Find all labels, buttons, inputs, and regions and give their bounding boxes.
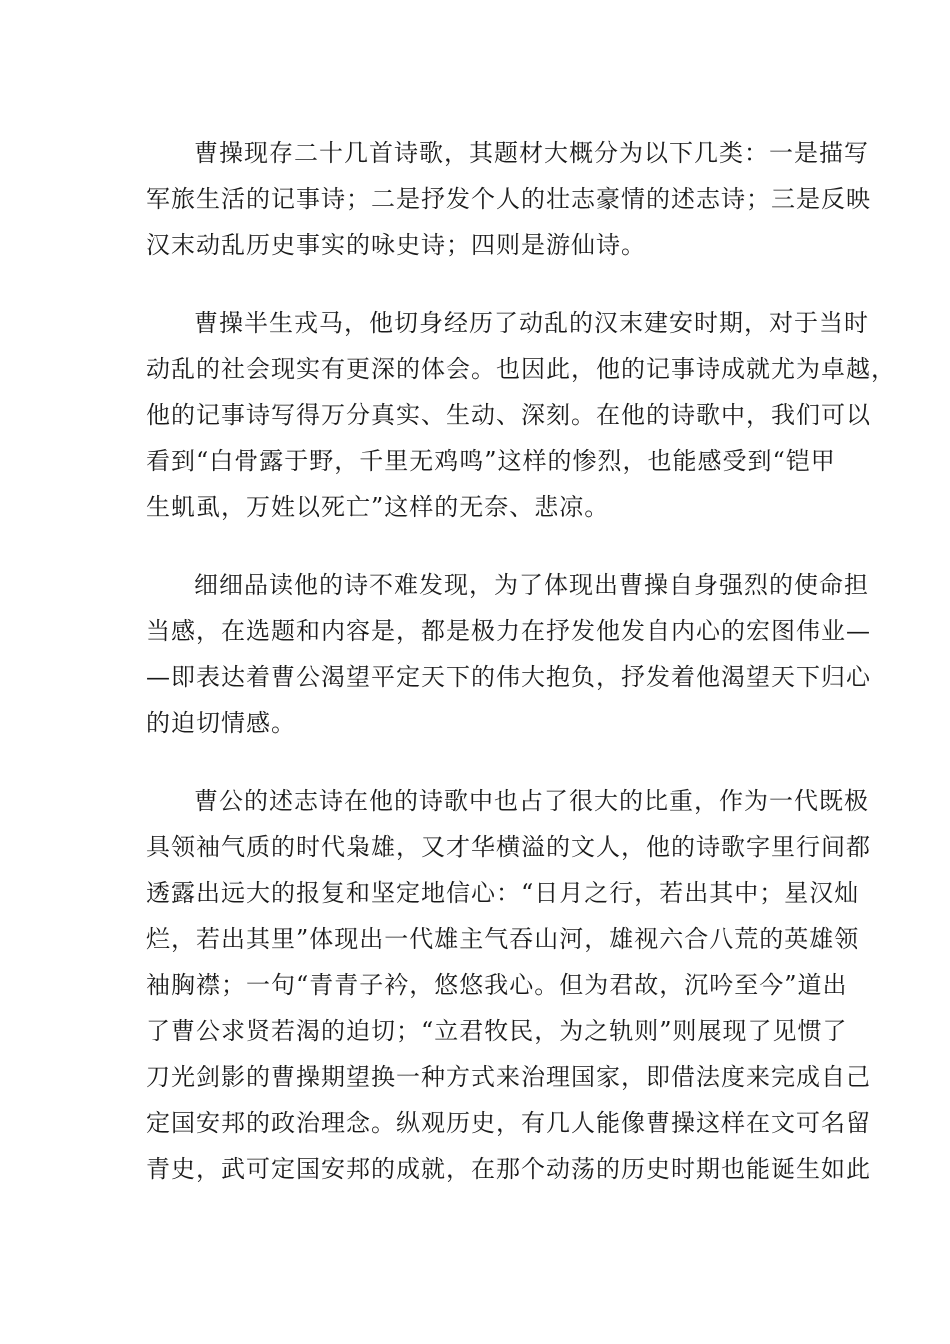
paragraph-line: 当感，在选题和内容是，都是极力在抒发他发自内心的宏图伟业— xyxy=(146,617,871,645)
paragraph-line: 汉末动乱历史事实的咏史诗；四则是游仙诗。 xyxy=(146,231,646,259)
paragraph-1 xyxy=(146,130,871,268)
paragraph-line: 具领袖气质的时代枭雄，又才华横溢的文人，他的诗歌字里行间都 xyxy=(146,833,871,861)
paragraph-line: 曹操半生戎马，他切身经历了动乱的汉末建安时期，对于当时 xyxy=(194,309,869,337)
paragraph-line: 青史，武可定国安邦的成就，在那个动荡的历史时期也能诞生如此 xyxy=(146,1155,871,1183)
paragraph-line: 透露出远大的报复和坚定地信心：“日月之行，若出其中；星汉灿 xyxy=(146,879,860,907)
paragraph-line: 袖胸襟；一句“青青子衿，悠悠我心。但为君故，沉吟至今”道出 xyxy=(146,971,848,999)
paragraph-3 xyxy=(146,562,871,746)
paragraph-line: 看到“白骨露于野，千里无鸡鸣”这样的惨烈，也能感受到“铠甲 xyxy=(146,447,836,475)
paragraph-line: 定国安邦的政治理念。纵观历史，有几人能像曹操这样在文可名留 xyxy=(146,1109,871,1137)
paragraph-line: 军旅生活的记事诗；二是抒发个人的壮志豪情的述志诗；三是反映 xyxy=(146,185,871,213)
paragraph-line: 烂，若出其里”体现出一代雄主气吞山河，雄视六合八荒的英雄领 xyxy=(146,925,860,953)
paragraph-2 xyxy=(146,300,896,530)
paragraph-line: 曹公的述志诗在他的诗歌中也占了很大的比重，作为一代既极 xyxy=(194,787,869,815)
paragraph-line: 细细品读他的诗不难发现，为了体现出曹操自身强烈的使命担 xyxy=(194,571,869,599)
paragraph-line: 他的记事诗写得万分真实、生动、深刻。在他的诗歌中，我们可以 xyxy=(146,401,871,429)
paragraph-line: 刀光剑影的曹操期望换一种方式来治理国家，即借法度来完成自己 xyxy=(146,1063,871,1091)
paragraph-line: 动乱的社会现实有更深的体会。也因此，他的记事诗成就尤为卓越， xyxy=(146,355,896,383)
paragraph-line: 的迫切情感。 xyxy=(146,709,296,737)
paragraph-line: 曹操现存二十几首诗歌，其题材大概分为以下几类：一是描写 xyxy=(194,139,869,167)
paragraph-line: 生虮虱，万姓以死亡”这样的无奈、悲凉。 xyxy=(146,493,610,521)
paragraph-line: —即表达着曹公渴望平定天下的伟大抱负，抒发着他渴望天下归心 xyxy=(146,663,871,691)
document-body xyxy=(146,130,896,1224)
paragraph-line: 了曹公求贤若渴的迫切；“立君牧民，为之轨则”则展现了见惯了 xyxy=(146,1017,848,1045)
paragraph-4 xyxy=(146,778,871,1192)
